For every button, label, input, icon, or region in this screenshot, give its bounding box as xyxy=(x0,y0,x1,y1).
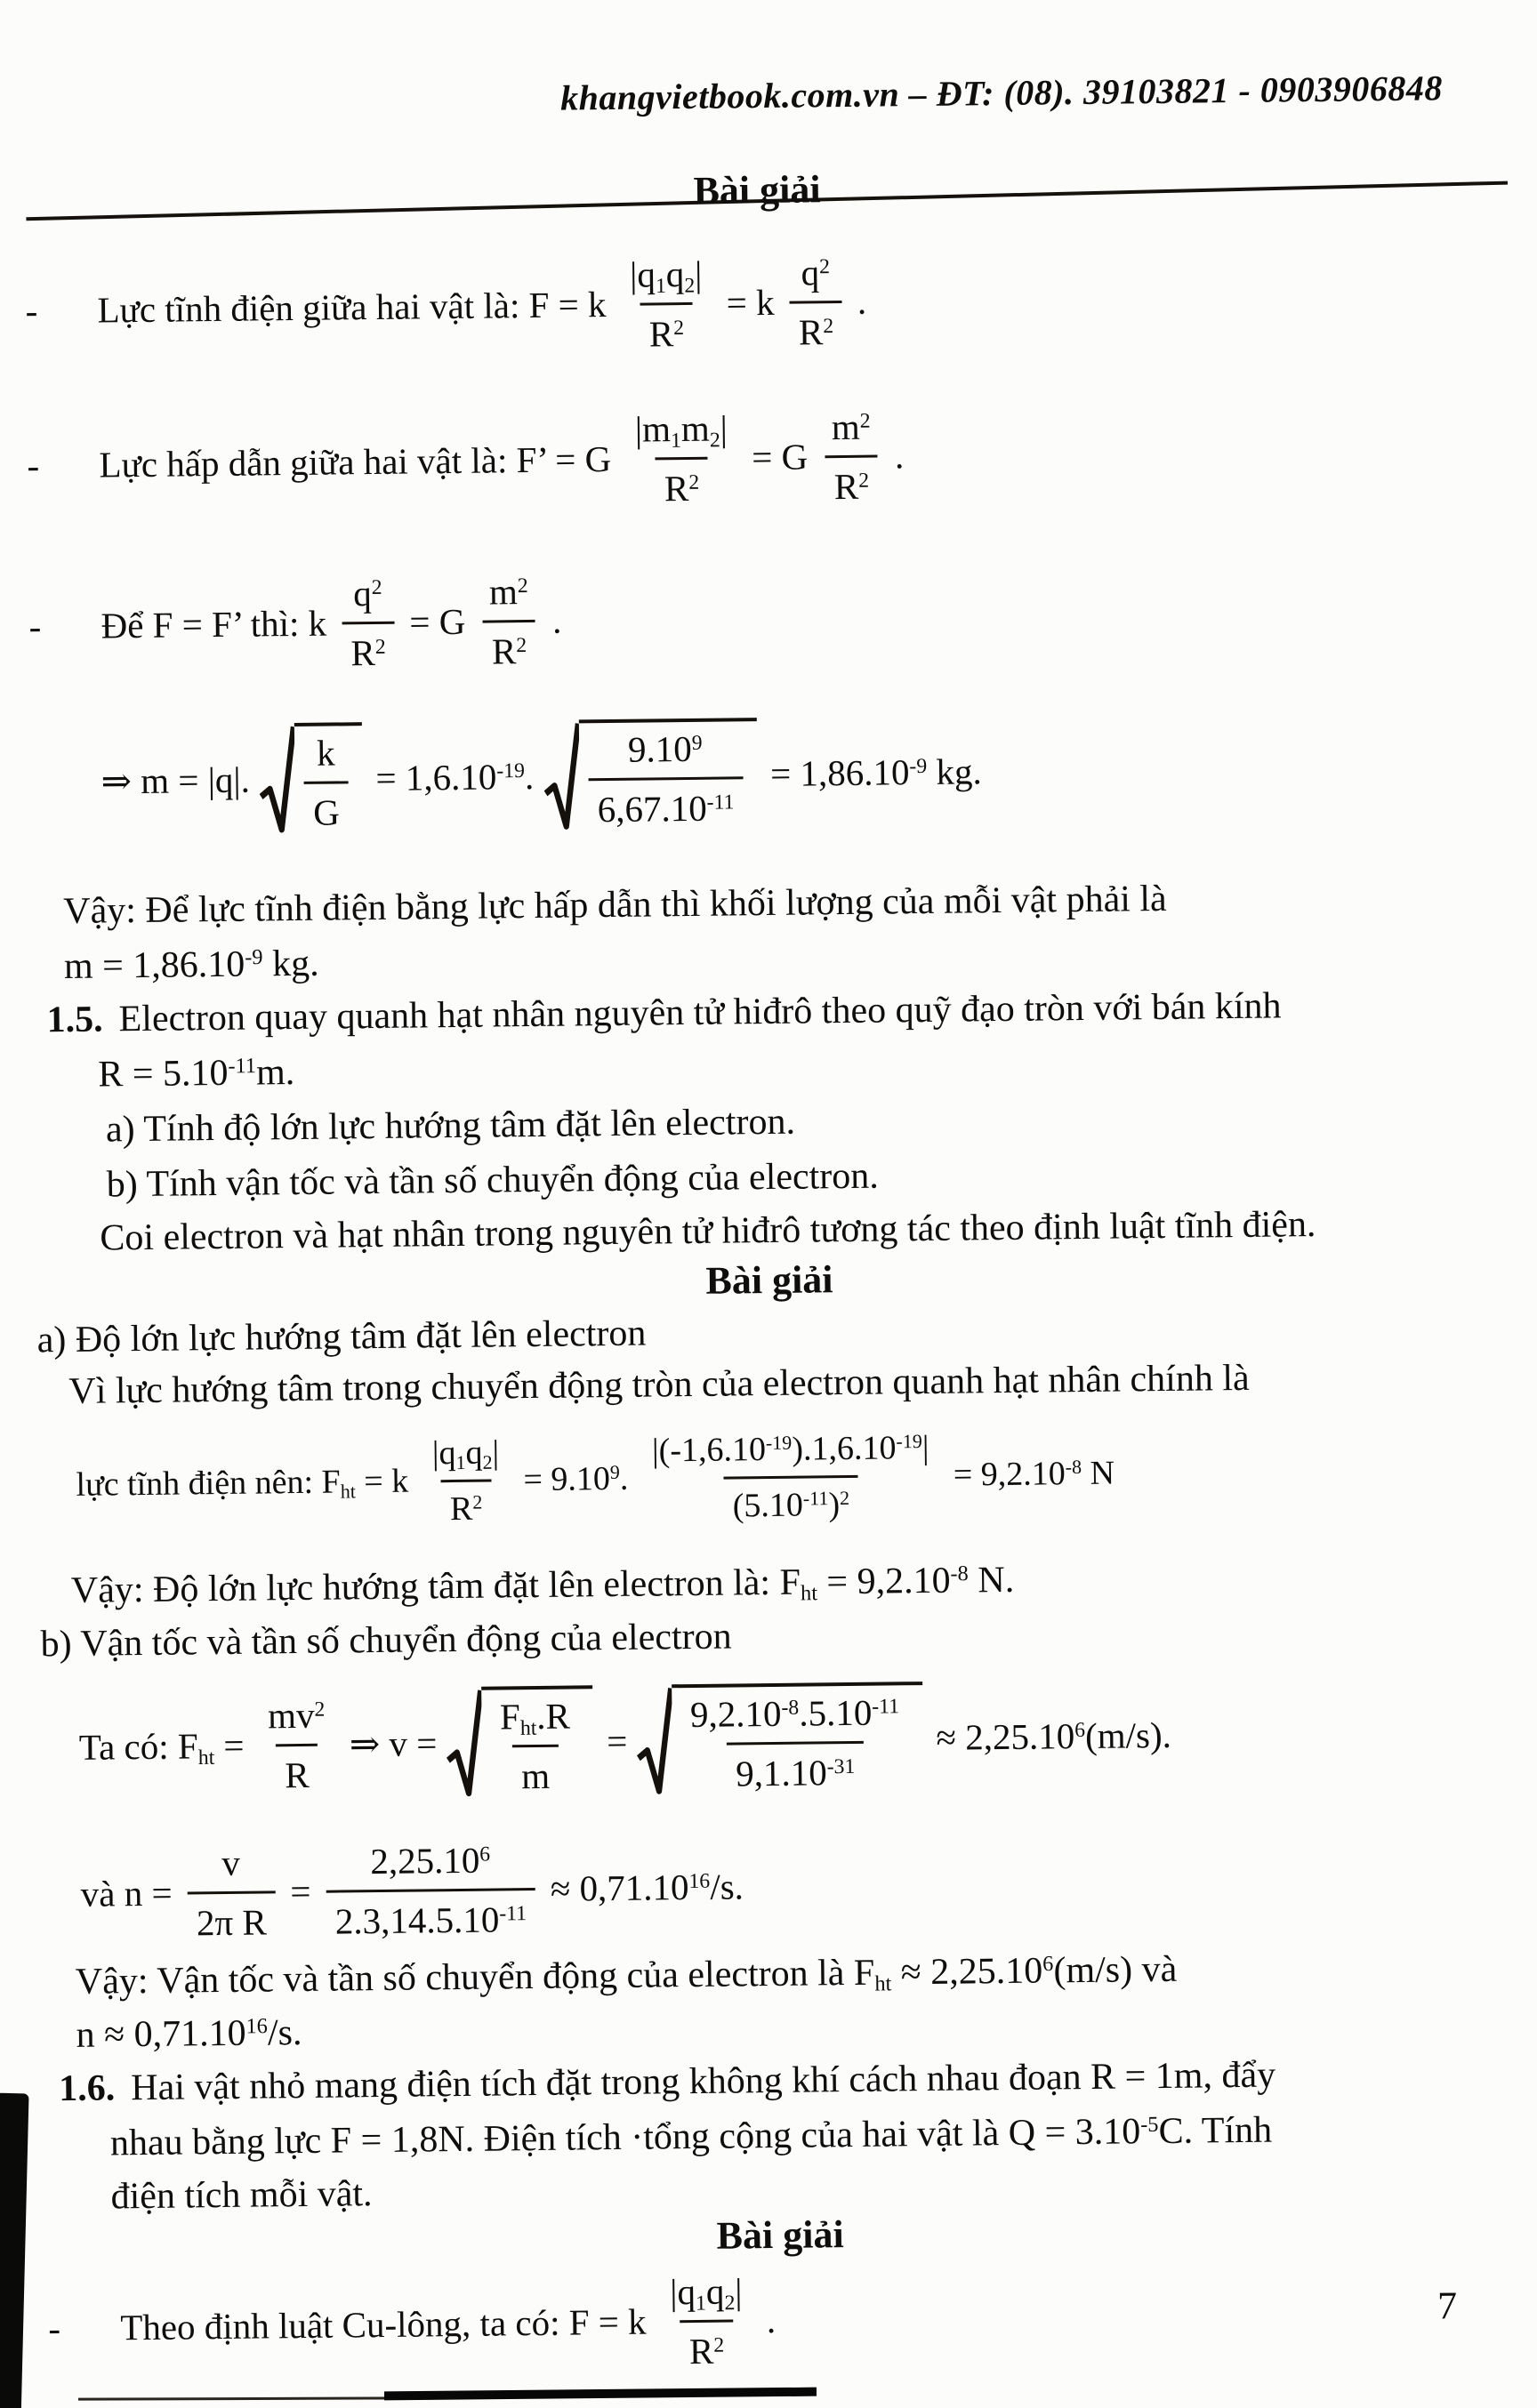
solution-line-equate-forces xyxy=(27,538,569,710)
fraction-denominator: 2π R xyxy=(188,1890,276,1944)
formula-text: ≈ $2,25.10^6(m/s)$. xyxy=(936,1714,1172,1758)
fraction-denominator: $(5.10^{-11})^2$ xyxy=(723,1474,858,1525)
fraction-denominator: $R^2$ xyxy=(640,301,693,355)
formula-text: Lực tĩnh điện giữa hai vật là: F = k xyxy=(97,284,607,331)
solution-line-fht xyxy=(69,1398,1122,1561)
fraction xyxy=(303,731,349,834)
fraction-denominator: R xyxy=(276,1743,318,1796)
problem-1-5-radius: $R = 5.10^{-11}m$. xyxy=(98,1052,295,1096)
fraction-numerator: 9.10$^9$ xyxy=(627,727,703,770)
fraction xyxy=(480,569,538,672)
formula-text: = $9.10^9$. xyxy=(523,1459,629,1499)
solution-line-electrostatic-force xyxy=(23,221,874,391)
bullet-dash: - xyxy=(48,2308,61,2349)
square-root xyxy=(447,1685,594,1800)
fraction-numerator: $|q_1q_2|$ xyxy=(629,253,703,298)
solution-line-mass-result xyxy=(93,678,989,873)
problem-text: Electron quay quanh hạt nhân nguyên tử hiđrô theo quỹ đạo tròn với bán kính xyxy=(118,985,1282,1040)
problem-number: 1.6. xyxy=(58,2067,116,2110)
formula-text: = xyxy=(290,1870,311,1913)
problem-1-5-statement xyxy=(46,984,1281,1041)
section-title-bai-giai-1: Bài giải xyxy=(693,167,821,213)
fraction xyxy=(341,571,395,674)
radical-sign-icon xyxy=(447,1686,483,1799)
section-title-bai-giai-3: Bài giải xyxy=(716,2212,844,2258)
fraction-denominator: $2.3,14.5.10^{-11}$ xyxy=(326,1888,535,1943)
fraction xyxy=(187,1841,276,1944)
bullet-dash: - xyxy=(27,445,40,486)
section-title-bai-giai-2: Bài giải xyxy=(705,1257,833,1303)
fraction-numerator: $mv^2$ xyxy=(267,1694,326,1736)
problem-1-5-note: Coi electron và hạt nhân trong nguyên tử hiđrô tương tác theo định luật tĩnh điện. xyxy=(100,1204,1316,1259)
fraction-denominator: $R^2$ xyxy=(441,1479,492,1529)
fraction-denominator: $R^2$ xyxy=(790,300,843,353)
formula-text: Để F = F’ thì: k xyxy=(101,602,327,646)
fraction-denominator: $6,67.10^{-11}$ xyxy=(588,776,743,831)
conclusion-part-b-2: $n \approx 0,71.10^{16}/s$. xyxy=(76,2012,302,2056)
fraction-denominator: $R^2$ xyxy=(656,456,709,510)
page-header: khangvietbook.com.vn – ĐT: (08). 39103821 - 0903906848 xyxy=(559,68,1444,118)
formula-text: ⇒ m = |q|. xyxy=(101,759,251,802)
fraction-numerator: $q^2$ xyxy=(352,572,382,614)
formula-text: = $9,2.10^{-8}$ N xyxy=(953,1454,1115,1494)
fraction-numerator: k xyxy=(316,731,335,774)
fraction xyxy=(423,1433,509,1529)
fraction xyxy=(588,726,744,831)
radical-sign-icon xyxy=(637,1684,673,1797)
solution-line-velocity xyxy=(72,1649,1179,1833)
conclusion-text: Vậy: Để lực tĩnh điện bằng lực hấp dẫn thì khối lượng của mỗi vật phải là xyxy=(62,878,1167,932)
fraction xyxy=(823,405,881,508)
formula-text: . xyxy=(894,435,905,477)
fraction-numerator: 2,25.10$^6$ xyxy=(370,1839,491,1882)
formula-text: . xyxy=(857,280,867,322)
conclusion-part-a: Vậy: Độ lớn lực hướng tâm đặt lên electron là: $F_{ht} = 9,2.10^{-8}$ N. xyxy=(70,1559,1015,1611)
square-root xyxy=(259,722,363,836)
formula-text: lực tĩnh điện nên: $F_{ht} = k$ xyxy=(76,1462,409,1504)
fraction-numerator: $m^2$ xyxy=(488,570,528,613)
fraction-numerator: $q^2$ xyxy=(801,251,831,293)
problem-1-5-item-a: a) Tính độ lớn lực hướng tâm đặt lên electron. xyxy=(105,1101,796,1151)
problem-1-6-statement xyxy=(59,2054,1275,2111)
fraction xyxy=(626,406,737,510)
radical-sign-icon xyxy=(543,719,580,832)
formula-text: = $1,86.10^{-9}$ kg. xyxy=(769,750,982,794)
bullet-dash: - xyxy=(28,606,42,647)
problem-text: Hai vật nhỏ mang điện tích đặt trong không khí cách nhau đoạn R = 1m, đẩy xyxy=(130,2054,1276,2109)
fraction xyxy=(621,252,712,355)
formula-text: = k xyxy=(726,281,775,324)
formula-text: . xyxy=(551,599,562,641)
conclusion-part-b-1: Vậy: Vận tốc và tần số chuyển động của electron là $F_{ht} \approx 2,25.10^6(m/s)$ và xyxy=(75,1948,1178,2003)
fraction xyxy=(643,1427,939,1526)
solution-line-coulomb xyxy=(45,2248,783,2400)
formula-text: = xyxy=(606,1720,628,1762)
formula-text: . xyxy=(766,2299,777,2341)
fraction-denominator: m xyxy=(512,1744,559,1797)
problem-1-6-statement-3: điện tích mỗi vật. xyxy=(110,2173,373,2218)
fraction-numerator: $|m_1m_2|$ xyxy=(634,406,728,453)
formula-text: Ta có: $F_{ht}$ = xyxy=(78,1724,245,1770)
formula-text: Theo định luật Cu-lông, ta có: F = k xyxy=(120,2300,647,2348)
page-number: 7 xyxy=(1436,2284,1458,2328)
fraction xyxy=(789,250,843,353)
formula-text: Lực hấp dẫn giữa hai vật là: F’ = G xyxy=(99,437,612,486)
fraction xyxy=(259,1693,335,1796)
formula-text: và n = xyxy=(80,1872,173,1914)
fraction-denominator: $R^2$ xyxy=(680,2319,734,2372)
fraction xyxy=(681,1690,909,1795)
fraction-denominator: $R^2$ xyxy=(825,454,878,508)
fraction-denominator: $9,1.10^{-31}$ xyxy=(727,1740,865,1794)
formula-text: ≈ $0,71.10^{16}/s$. xyxy=(550,1866,744,1909)
fraction-denominator: $R^2$ xyxy=(342,621,395,674)
fraction-numerator: v xyxy=(221,1842,241,1883)
problem-1-5-item-b: b) Tính vận tốc và tần số chuyển động của electron. xyxy=(106,1155,880,1206)
conclusion-value: $m = 1,86.10^{-9}$ kg. xyxy=(63,943,319,987)
problem-number: 1.5. xyxy=(46,999,103,1041)
formula-text: = G xyxy=(751,436,809,478)
solution-line-frequency xyxy=(74,1826,751,1954)
bullet-dash: - xyxy=(25,290,38,332)
fraction-denominator: $R^2$ xyxy=(483,619,536,672)
solution-part-a-title: a) Độ lớn lực hướng tâm đặt lên electron xyxy=(36,1312,647,1361)
fraction-numerator: $|(-1,6.10^{-19}).1,6.10^{-19}|$ xyxy=(651,1428,929,1470)
fraction xyxy=(326,1838,536,1943)
solution-reason-text: Vì lực hướng tâm trong chuyển động tròn của electron quanh hạt nhân chính là xyxy=(68,1357,1250,1412)
fraction xyxy=(661,2269,752,2372)
square-root xyxy=(543,718,758,833)
solution-line-gravity-force xyxy=(25,379,912,542)
fraction-denominator: G xyxy=(304,781,349,834)
formula-text: = G xyxy=(409,600,466,643)
fraction xyxy=(491,1694,580,1797)
formula-text: = $1,6.10^{-19}$. xyxy=(375,755,535,799)
square-root xyxy=(637,1682,924,1798)
problem-1-6-statement-2: nhau bằng lực F = 1,8N. Điện tích ·tổng cộng của hai vật là $Q = 3.10^{-5}C$. Tính xyxy=(109,2109,1273,2164)
solution-part-b-title: b) Vận tốc và tần số chuyển động của electron xyxy=(40,1616,732,1666)
fraction-numerator: $m^2$ xyxy=(831,405,871,447)
fraction-numerator: $F_{ht}.R$ xyxy=(499,1695,571,1740)
fraction-numerator: $9,2.10^{-8}.5.10^{-11}$ xyxy=(689,1691,900,1735)
radical-sign-icon xyxy=(259,723,295,836)
formula-text: ⇒ v = xyxy=(349,1722,438,1765)
fraction-numerator: $|q_1q_2|$ xyxy=(431,1433,500,1473)
fraction-numerator: $|q_1q_2|$ xyxy=(669,2269,743,2316)
